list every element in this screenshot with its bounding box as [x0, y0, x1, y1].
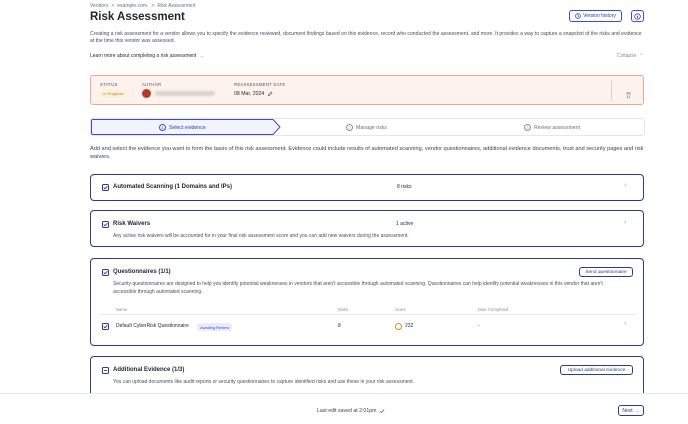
additional-evidence-checkbox[interactable]: [102, 367, 109, 374]
info-icon: [634, 13, 641, 20]
step-select-evidence[interactable]: [159, 124, 206, 131]
scanning-title: Automated Scanning (1 Domains and IPs): [113, 184, 233, 190]
waivers-description: Any active risk waivers will be accounted for in your final risk assessment score and you can add new waivers during the assessment.: [113, 233, 409, 239]
chevron-up-icon: ⌃: [637, 53, 644, 59]
questionnaire-date: -: [478, 323, 480, 329]
check-icon: [103, 270, 108, 275]
additional-evidence-description: You can upload documents like audit reports or security questionnaires to capture identified risks and use these in your risk assessment.: [113, 379, 415, 385]
automated-scanning-card[interactable]: [90, 174, 644, 201]
breadcrumb-current: Risk Assessment: [157, 3, 196, 9]
step-label: Review assessment: [534, 124, 581, 131]
check-icon: [103, 222, 108, 227]
history-icon: [575, 13, 581, 19]
learn-more-link[interactable]: [90, 53, 204, 59]
waivers-title: Risk Waivers: [113, 221, 151, 227]
chevron-right-icon[interactable]: ›: [624, 219, 627, 226]
breadcrumb-vendor[interactable]: example.com.: [117, 3, 149, 9]
questionnaire-row-checkbox[interactable]: [102, 323, 109, 330]
check-icon: [103, 324, 108, 329]
column-header-risks: Risks: [338, 307, 349, 312]
breadcrumb-vendors[interactable]: Vendors: [90, 3, 109, 9]
breadcrumb: [90, 3, 195, 9]
column-header-date: Date Completed: [478, 307, 509, 312]
author-name-redacted: [155, 91, 215, 96]
scanning-risk-count: 8 risks: [397, 184, 412, 190]
assessment-status-card: [90, 75, 644, 105]
questionnaires-description: Security questionnaires are designed to help you identify potential weaknesses in vendors that aren't accessible through automated scanning. Questionnaires can help identify potential weaknesses in this vendor that aren't accessible through automated scanning.: [113, 281, 603, 295]
reassessment-date-value: 08 Mar, 2024: [234, 91, 265, 97]
breadcrumb-separator: >: [151, 3, 155, 9]
arrow-right-icon: →: [634, 407, 640, 414]
trash-icon: [625, 91, 632, 99]
column-header-name: Name: [116, 307, 128, 312]
chevron-right-icon[interactable]: ›: [624, 182, 627, 189]
table-divider: [99, 314, 636, 315]
version-history-label: Version history: [583, 13, 616, 19]
version-history-button[interactable]: [569, 10, 622, 22]
step-number: 2: [346, 124, 353, 131]
questionnaire-name: Default CyberRisk Questionnaire: [116, 323, 189, 329]
check-icon: [379, 408, 385, 414]
avatar: [142, 89, 151, 98]
step-review-assessment[interactable]: [524, 124, 580, 131]
status-label: STATUS: [100, 82, 118, 87]
questionnaires-title: Questionnaires (1/1): [113, 269, 171, 275]
step-manage-risks[interactable]: [346, 124, 387, 131]
minus-icon: [103, 368, 108, 373]
additional-evidence-title: Additional Evidence (1/3): [113, 367, 185, 373]
reassessment-date: [234, 91, 273, 97]
learn-more-label: Learn more about completing a risk assessment: [90, 53, 197, 59]
risk-waivers-card[interactable]: [90, 210, 644, 247]
assessment-stepper: [90, 118, 645, 136]
awaiting-review-badge: Awaiting Review: [197, 323, 232, 331]
collapse-label: Collapse: [617, 53, 637, 59]
questionnaire-risks: 8: [338, 323, 341, 329]
next-button[interactable]: [618, 405, 644, 416]
chevron-right-icon[interactable]: ›: [624, 320, 627, 327]
info-button[interactable]: [631, 10, 644, 22]
breadcrumb-separator: >: [111, 3, 115, 9]
save-status: [317, 408, 385, 414]
waivers-active-count: 1 active: [396, 221, 414, 227]
waivers-checkbox[interactable]: [102, 221, 109, 228]
pencil-icon[interactable]: [267, 91, 273, 97]
step-number: 1: [159, 124, 166, 131]
questionnaire-score: 232: [405, 323, 414, 329]
send-questionnaire-button[interactable]: Send questionnaire: [579, 267, 633, 277]
evidence-intro-text: Add and select the evidence you want to form the basis of this risk assessment. Evidence could include results of automated scanning, vendor questionnaires, additional evidence documents, trust and security pages and risk waivers.: [90, 146, 644, 160]
footer-bar: [0, 393, 688, 424]
reassessment-label: REASSESSMENT DATE: [234, 82, 286, 87]
step-label: Select evidence: [169, 124, 206, 131]
page-description: Creating a risk assessment for a vendor allows you to specify the evidence reviewed, document findings based on this evidence, record who conducted the assessment, and more. It provides a way to capture a snapshot of the risks and evidence at the time this vendor was assessed.: [90, 31, 642, 44]
scanning-checkbox[interactable]: [102, 184, 109, 191]
next-label: Next: [622, 407, 633, 414]
collapse-button[interactable]: [617, 53, 643, 59]
score-ring-icon: [395, 323, 402, 330]
step-number: 3: [524, 124, 531, 131]
column-header-score: Score: [395, 307, 406, 312]
check-icon: [103, 185, 108, 190]
questionnaires-card: [90, 258, 644, 346]
step-label: Manage risks: [356, 124, 387, 131]
card-divider: [611, 81, 612, 101]
save-status-text: Last edit saved at 2:01pm: [317, 408, 377, 414]
author-label: AUTHOR: [142, 82, 162, 87]
page-title: Risk Assessment: [90, 11, 185, 23]
upload-evidence-button[interactable]: Upload additional evidence: [560, 365, 633, 375]
status-badge: In Progress: [100, 90, 126, 97]
delete-button[interactable]: [625, 86, 632, 104]
questionnaires-checkbox[interactable]: [102, 269, 109, 276]
arrow-right-icon: →: [197, 53, 205, 59]
